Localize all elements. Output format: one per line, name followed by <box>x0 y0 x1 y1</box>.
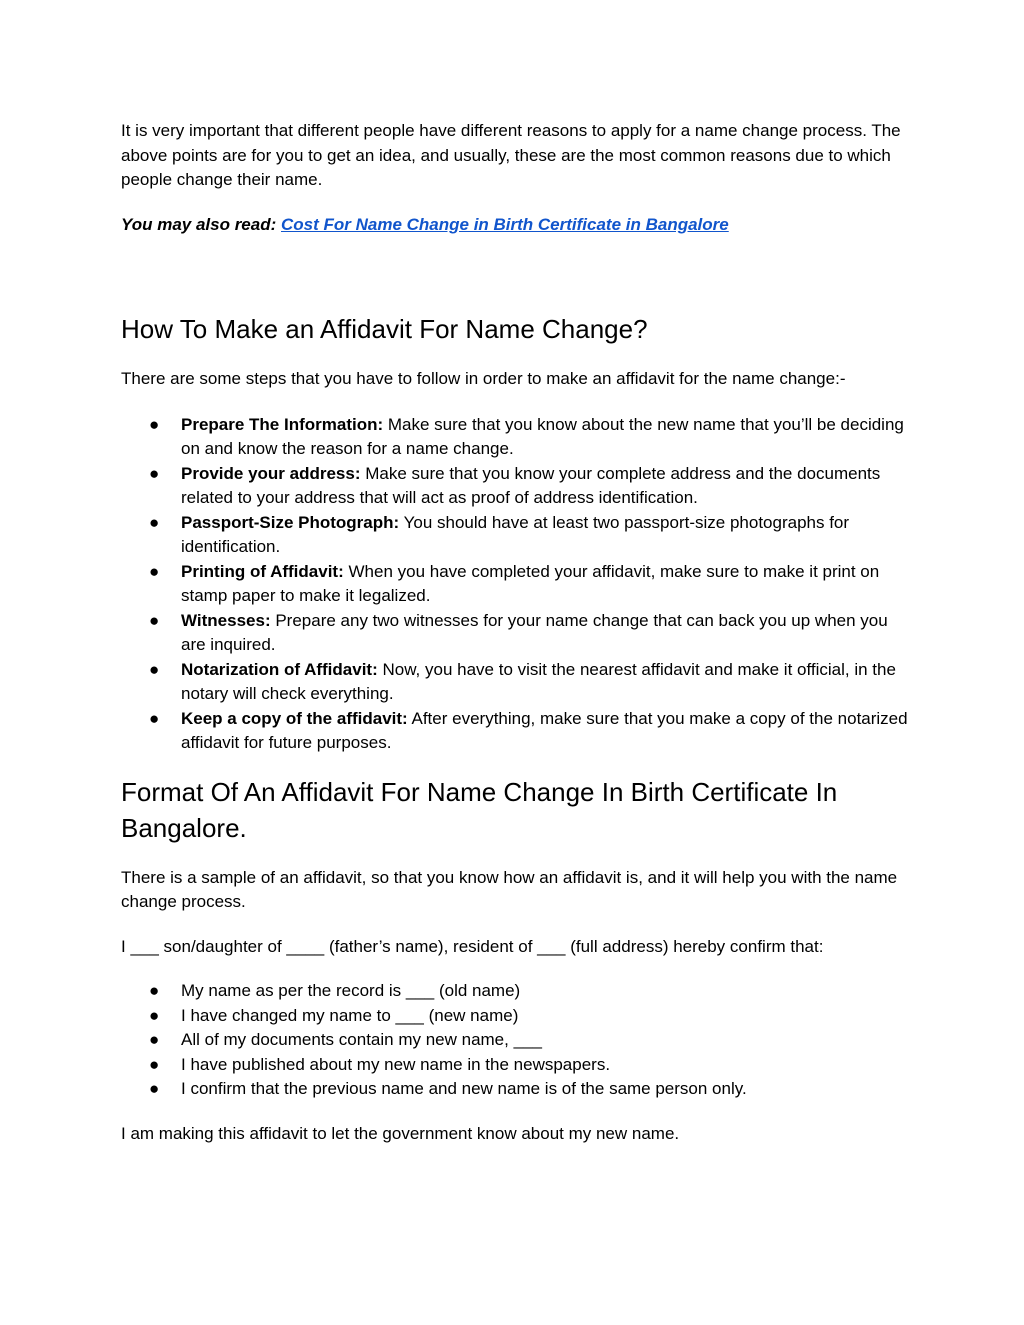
also-read-label: You may also read: <box>121 214 277 234</box>
bullet-icon: ● <box>149 463 160 483</box>
step-title: Printing of Affidavit: <box>181 561 344 581</box>
step-title: Keep a copy of the affidavit: <box>181 708 408 728</box>
item-text: I have changed my name to ___ (new name) <box>181 1005 519 1025</box>
item-text: My name as per the record is ___ (old name) <box>181 981 521 1000</box>
list-item <box>121 511 911 560</box>
bullet-icon: ● <box>149 1005 160 1025</box>
step-title: Witnesses: <box>181 610 271 630</box>
bullet-icon: ● <box>149 1054 160 1074</box>
steps-list <box>121 413 911 756</box>
step-title: Provide your address: <box>181 463 361 483</box>
bullet-icon: ● <box>149 659 160 679</box>
section-heading-format: Format Of An Affidavit For Name Change In Birth Certificate In Bangalore. <box>121 776 838 843</box>
list-item <box>121 979 911 1004</box>
section1-lead: There are some steps that you have to follow in order to make an affidavit for the name change:- <box>121 369 846 388</box>
step-title: Passport-Size Photograph: <box>181 512 400 532</box>
bullet-icon: ● <box>149 512 160 532</box>
bullet-icon: ● <box>149 414 160 434</box>
list-item <box>121 1004 911 1029</box>
section-heading-how-to: How To Make an Affidavit For Name Change? <box>121 314 648 344</box>
item-text: I confirm that the previous name and new name is of the same person only. <box>181 1079 747 1098</box>
step-text: You should have at least two passport-size photographs for identification. <box>181 512 850 556</box>
step-text: Prepare any two witnesses for your name change that can back you up when you are inquired. <box>181 610 888 654</box>
bullet-icon: ● <box>149 1079 160 1098</box>
bullet-icon: ● <box>149 610 160 630</box>
bullet-icon: ● <box>149 981 160 1000</box>
list-item <box>121 707 911 756</box>
declaration-line: I ___ son/daughter of ____ (father’s name), resident of ___ (full address) hereby confirm that: <box>121 936 824 956</box>
item-text: All of my documents contain my new name, ___ <box>181 1030 542 1049</box>
list-item <box>121 462 911 511</box>
also-read-line <box>121 213 911 238</box>
list-item <box>121 1028 911 1053</box>
list-item <box>121 413 911 462</box>
list-item <box>121 658 911 707</box>
step-text: When you have completed your affidavit, make sure to make it print on stamp paper to make it legalized. <box>181 561 880 605</box>
closing-paragraph: I am making this affidavit to let the government know about my new name. <box>121 1123 680 1143</box>
list-item <box>121 1053 911 1078</box>
step-title: Notarization of Affidavit: <box>181 659 378 679</box>
list-item <box>121 609 911 658</box>
bullet-icon: ● <box>149 561 160 581</box>
list-item <box>121 1077 911 1102</box>
step-text: Now, you have to visit the nearest affidavit and make it official, in the notary will check everything. <box>181 659 896 703</box>
bullet-icon: ● <box>149 1030 160 1049</box>
item-text: I have published about my new name in the newspapers. <box>181 1054 611 1074</box>
list-item <box>121 560 911 609</box>
document-page <box>121 119 911 1146</box>
step-text: Make sure that you know your complete address and the documents related to your address that will act as proof of address identification. <box>181 463 881 507</box>
affidavit-items-list <box>121 979 911 1102</box>
step-title: Prepare The Information: <box>181 414 384 434</box>
section2-lead: There is a sample of an affidavit, so that you know how an affidavit is, and it will help you with the name change process. <box>121 867 898 911</box>
step-text: After everything, make sure that you make a copy of the notarized affidavit for future purposes. <box>181 708 908 752</box>
intro-paragraph: It is very important that different people have different reasons to apply for a name change process. The above points are for you to get an idea, and usually, these are the most common reasons due to which people change their name. <box>121 121 901 189</box>
also-read-link[interactable]: Cost For Name Change in Birth Certificate in Bangalore <box>281 214 729 234</box>
bullet-icon: ● <box>149 708 160 728</box>
step-text: Make sure that you know about the new name that you’ll be deciding on and know the reason for a name change. <box>181 414 904 458</box>
